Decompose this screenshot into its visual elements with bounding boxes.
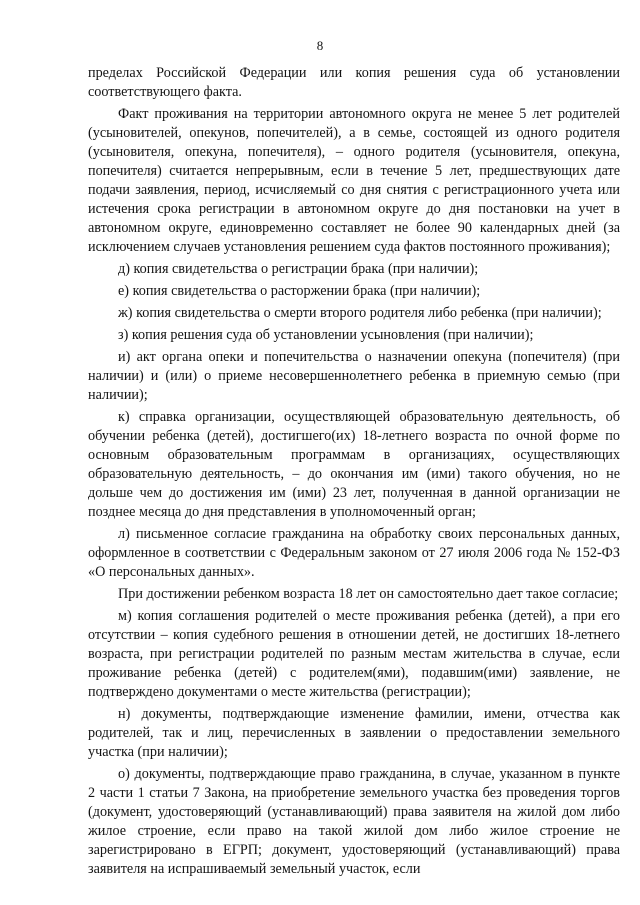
item-zh-death-certificate: ж) копия свидетельства о смерти второго родителя либо ребенка (при наличии);: [118, 305, 602, 321]
item-o-land-right-documents: о) документы, подтверждающие право гражданина, в случае, указанном в пункте 2 части 1 статьи 7 Закона, на приобретение земельного участка без проведения торгов (документ, удостоверяющий (устанавливающий) права заявителя на жилой дом либо жилое строение, если право на такой жилой дом либо жилое строение не зарегистрировано в ЕГРП; документ, удостоверяющий (устанавливающий) права заявителя на испрашиваемый земельный участок, если: [88, 766, 620, 877]
paragraph-residence-fact: Факт проживания на территории автономного округа не менее 5 лет родителей (усыновителей, опекунов, попечителей), а в семье, состоящей из одного родителя (усыновителя, опекуна, попечителя), – одного родителя (усыновителя, опекуна, попечителя) считается непрерывным, если в течение 5 лет, предшествующих дате подачи заявления, период, исчисляемый со дня снятия с регистрационного учета или истечения срока регистрации в автономном округе до дня постановки на учет в автономном округе, единовременно составляет не более 90 календарных дней (за исключением случаев установления решением суда фактов постоянного проживания);: [88, 106, 620, 255]
item-i-guardianship-act: и) акт органа опеки и попечительства о назначении опекуна (попечителя) (при наличии) и (или) о приеме несовершеннолетнего ребенка в приемную семью (при наличии);: [88, 349, 620, 403]
item-e-divorce-certificate: е) копия свидетельства о расторжении брака (при наличии);: [118, 283, 481, 299]
item-l-data-consent: л) письменное согласие гражданина на обработку своих персональных данных, оформленное в соответствии с Федеральным законом от 27 июля 2006 года № 152-ФЗ «О персональных данных».: [88, 526, 620, 580]
page-number: 8: [316, 38, 324, 53]
item-n-name-change-documents: н) документы, подтверждающие изменение фамилии, имени, отчества как родителей, так и лиц, перечисленных в заявлении о предоставлении земельного участка (при наличии);: [88, 706, 620, 760]
paragraph-continuation: пределах Российской Федерации или копия решения суда об установлении соответствующего факта.: [88, 65, 620, 100]
item-z-adoption-decision: з) копия решения суда об установлении усыновления (при наличии);: [118, 327, 534, 343]
paragraph-age-18-consent: При достижении ребенком возраста 18 лет он самостоятельно дает такое согласие;: [118, 586, 619, 602]
document-body: [88, 64, 620, 882]
item-m-residence-agreement: м) копия соглашения родителей о месте проживания ребенка (детей), а при его отсутствии – копия судебного решения в отношении детей, не достигших 18-летнего возраста, при регистрации родителей по разным местам жительства в случае, если проживание ребенка (детей) с родителем(ями), подавшим(ими) заявление, не подтверждено документами о месте жительства (регистрации);: [88, 608, 620, 700]
item-k-education-certificate: к) справка организации, осуществляющей образовательную деятельность, об обучении ребенка (детей), достигшего(их) 18-летнего возраста по очной форме по основным образовательным программам в организациях, осуществляющих образовательную деятельность, – до окончания им (ими) такого обучения, но не дольше чем до достижения им (ими) 23 лет, полученная в данной организации не позднее месяца до дня представления в уполномоченный орган;: [88, 409, 620, 520]
item-d-marriage-certificate: д) копия свидетельства о регистрации брака (при наличии);: [118, 261, 479, 277]
